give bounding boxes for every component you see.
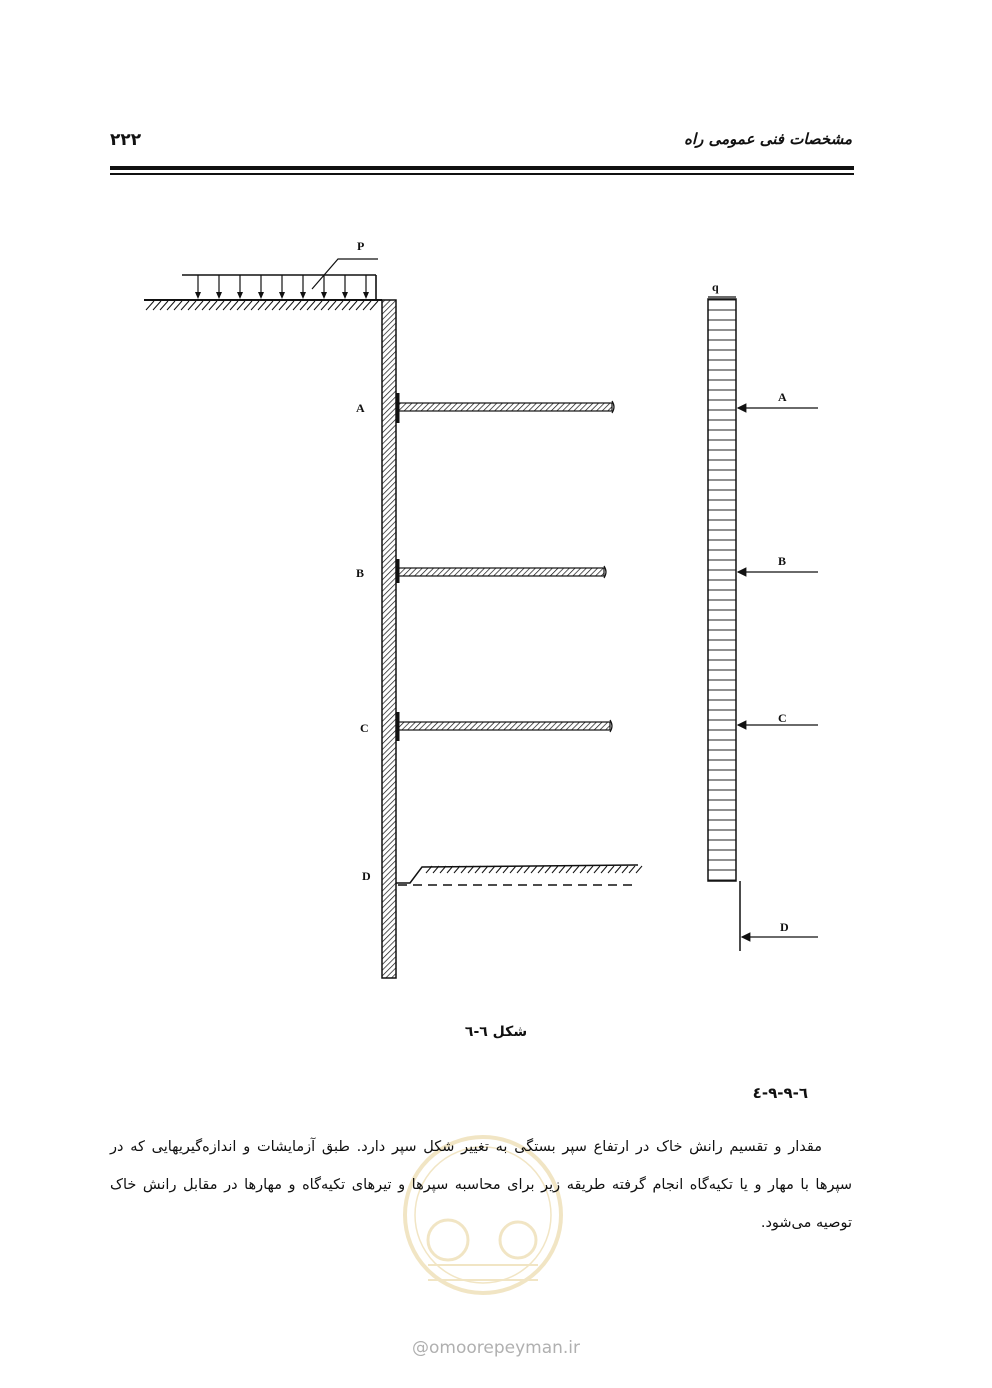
surcharge-load <box>182 239 378 299</box>
header-rule-thin <box>110 173 854 175</box>
watermark-url: @omoorepeyman.ir <box>411 1338 581 1358</box>
sheet-pile-figure <box>130 215 850 1005</box>
excavation-base <box>362 865 642 885</box>
diagram-label-c: C <box>778 711 787 725</box>
pressure-diagram <box>708 280 740 951</box>
section-number: ٦-٩-٩-٤ <box>752 1084 808 1102</box>
header-rule-thick <box>110 166 854 170</box>
pressure-label-q: q <box>712 280 719 294</box>
figure-caption: شکل ٦-٦ <box>464 1024 528 1040</box>
load-label-p: P <box>357 239 365 253</box>
running-title: مشخصات فنی عمومی راه <box>684 130 852 148</box>
diagram-label-b: B <box>778 554 787 568</box>
support-label-d: D <box>362 869 371 883</box>
body-paragraph: مقدار و تقسیم رانش خاک در ارتفاع سپر بستگی به تغییر شکل سپر دارد. طبق آزمایشات و اندازه‌گیریهایی که در سپرها با مهار و یا تکیه‌گاه انجام گرفته طریقه زیر برای محاسبه سپرها و تیرهای تکیه‌گاه و مهارها در مقابل رانش خاک توصیه می‌شود. <box>110 1139 852 1231</box>
ground-surface <box>144 300 382 310</box>
support-label-c: C <box>360 721 369 735</box>
page-header <box>110 128 852 158</box>
reaction-arrow-b <box>738 554 818 572</box>
reaction-arrow-a <box>738 390 818 408</box>
reaction-arrow-c <box>738 711 818 725</box>
reaction-arrow-d <box>742 920 818 937</box>
support-label-a: A <box>356 401 365 415</box>
support-label-b: B <box>356 566 365 580</box>
diagram-label-a: A <box>778 390 787 404</box>
strut-c <box>360 712 612 741</box>
page-number: ۲۲۲ <box>110 130 142 150</box>
diagram-label-d: D <box>780 920 789 934</box>
sheet-pile-wall <box>382 300 396 978</box>
